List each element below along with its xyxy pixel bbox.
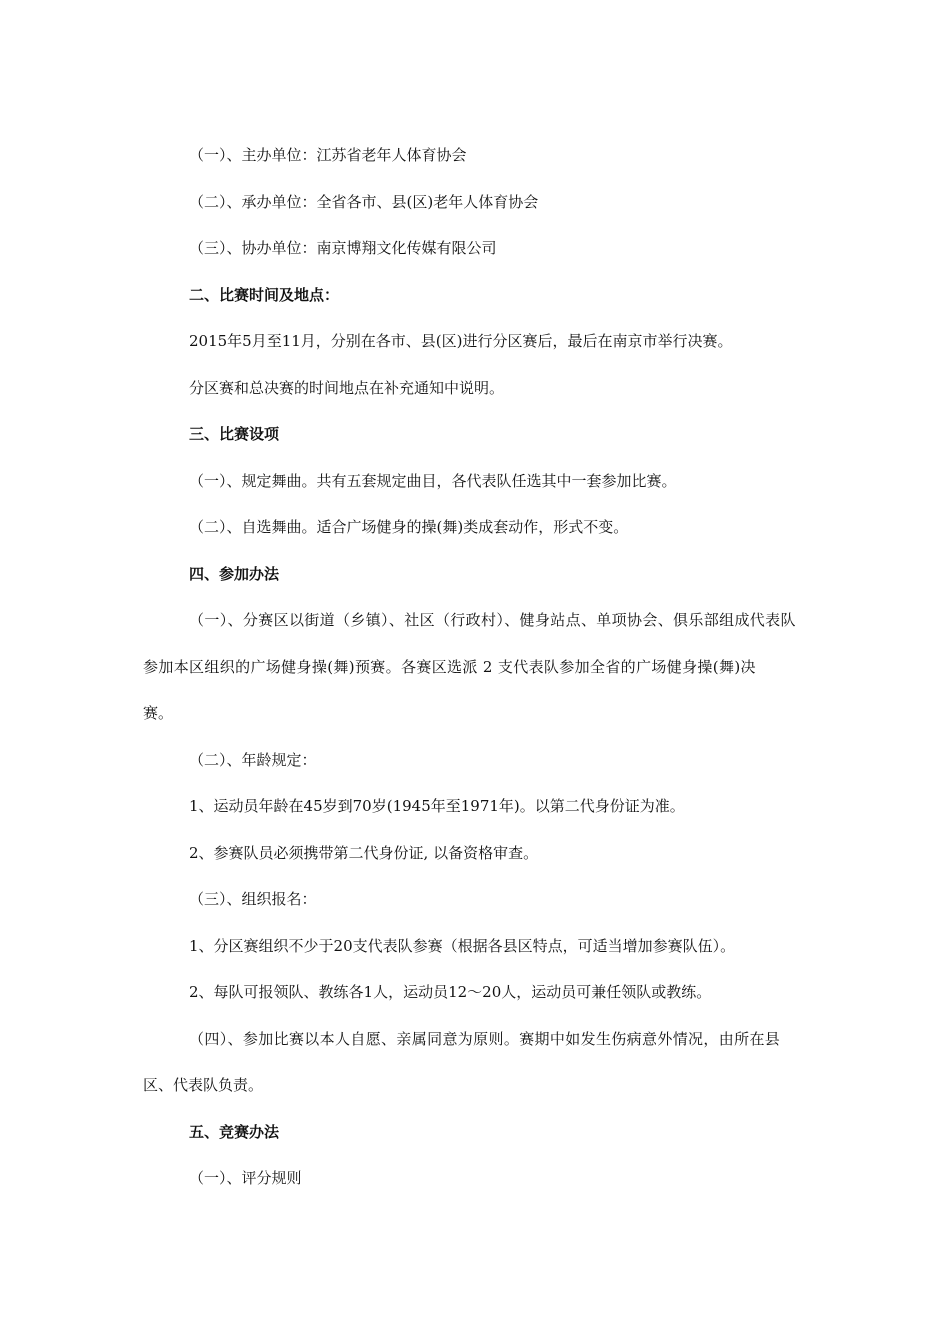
paragraph-line: 2、每队可报领队、教练各1人，运动员12～20人，运动员可兼任领队或教练。 [189,983,712,1001]
sub-heading-scoring: （一）、评分规则 [189,1169,302,1187]
paragraph-line: 参加本区组织的广场健身操(舞)预赛。各赛区选派 2 支代表队参加全省的广场健身操(舞)决 [143,658,756,676]
paragraph-line: 1、分区赛组织不少于20支代表队参赛（根据各县区特点，可适当增加参赛队伍）。 [189,937,736,955]
paragraph-line: 区、代表队负责。 [143,1076,264,1094]
paragraph-line: （二）、自选舞曲。适合广场健身的操(舞)类成套动作，形式不变。 [189,518,629,536]
undertaker-line: （二）、承办单位：全省各市、县(区)老年人体育协会 [189,193,539,211]
section-heading-participation: 四、参加办法 [189,565,280,583]
paragraph-line: 分区赛和总决赛的时间地点在补充通知中说明。 [189,379,505,397]
paragraph-line: （一）、分赛区以街道（乡镇）、社区（行政村）、健身站点、单项协会、俱乐部组成代表队 [189,611,796,629]
paragraph-line: （一）、规定舞曲。共有五套规定曲目，各代表队任选其中一套参加比赛。 [189,472,677,490]
paragraph-line: 2015年5月至11月，分别在各市、县(区)进行分区赛后，最后在南京市举行决赛。 [189,332,733,350]
sub-heading-age: （二）、年龄规定： [189,751,317,769]
paragraph-line: （四）、参加比赛以本人自愿、亲属同意为原则。赛期中如发生伤病意外情况，由所在县 [189,1030,781,1048]
paragraph-line: 1、运动员年龄在45岁到70岁(1945年至1971年)。以第二代身份证为准。 [189,797,685,815]
organizer-line: （一）、主办单位：江苏省老年人体育协会 [189,146,467,164]
section-heading-time-place: 二、比赛时间及地点： [189,286,340,304]
paragraph-line: 赛。 [143,704,174,722]
paragraph-line: 2、参赛队员必须携带第二代身份证, 以备资格审查。 [189,844,539,862]
section-heading-competition: 五、竞赛办法 [189,1123,280,1141]
section-heading-events: 三、比赛设项 [189,425,280,443]
co-organizer-line: （三）、协办单位：南京博翔文化传媒有限公司 [189,239,497,257]
sub-heading-registration: （三）、组织报名： [189,890,317,908]
